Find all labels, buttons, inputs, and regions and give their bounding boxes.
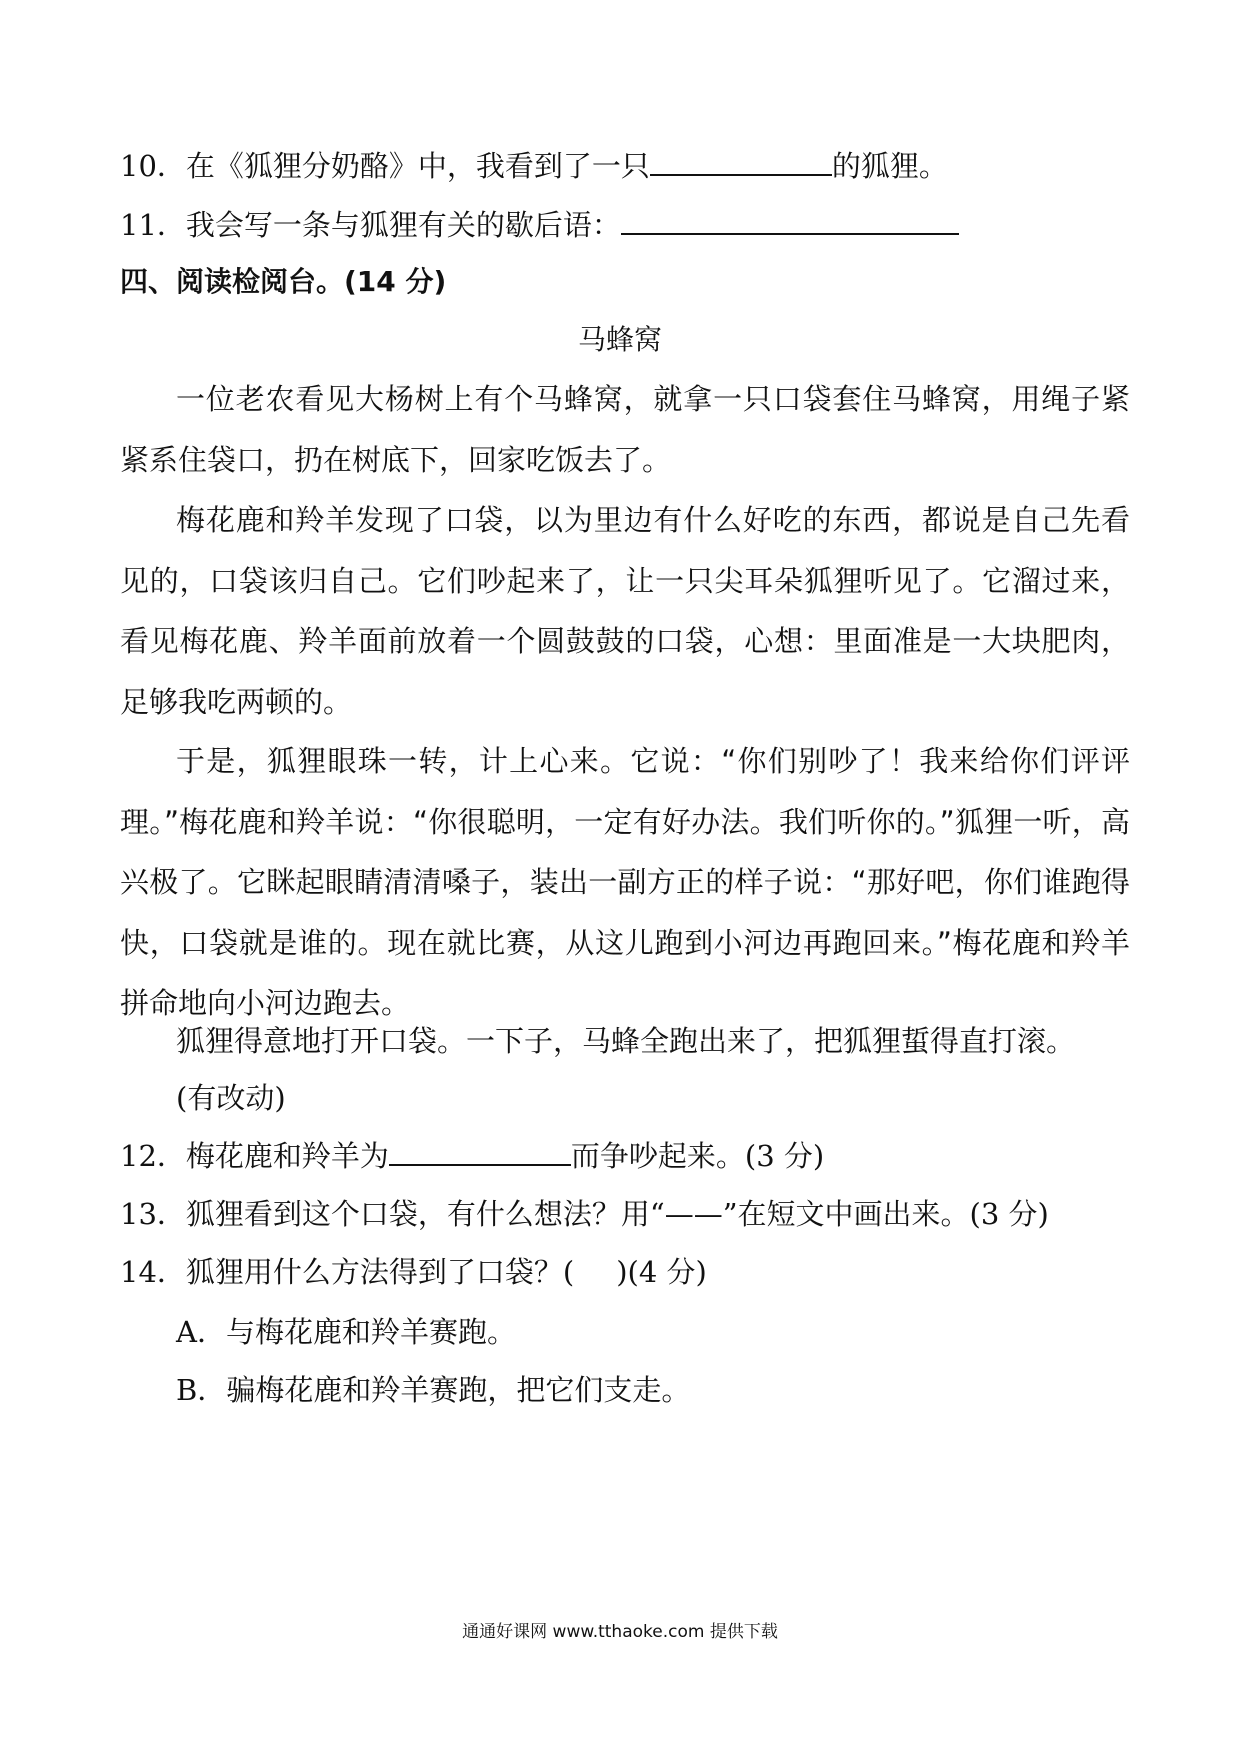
- question-text: 梅花鹿和羚羊为: [185, 1139, 389, 1173]
- question-text: 狐狸看到这个口袋，有什么想法？用“——”在短文中画出来。(3 分): [185, 1197, 1049, 1231]
- section-heading: 四、阅读检阅台。(14 分): [120, 265, 447, 298]
- option-letter: B．: [176, 1373, 227, 1407]
- passage-title: 马蜂窝: [577, 323, 662, 356]
- question-text-after: 而争吵起来。(3 分): [570, 1139, 825, 1173]
- question-12: [120, 1136, 824, 1176]
- question-text-after: 的狐狸。: [831, 149, 948, 183]
- question-10: [120, 146, 948, 186]
- question-number: 13．: [120, 1197, 186, 1231]
- question-text-after: )(4 分): [616, 1255, 707, 1289]
- answer-blank[interactable]: [650, 146, 832, 176]
- option-a: [176, 1312, 516, 1352]
- question-14: [120, 1252, 707, 1292]
- passage-paragraph-3: 于是，狐狸眼珠一转，计上心来。它说：“你们别吵了！我来给你们评评理。”梅花鹿和羚羊说：“你很聪明，一定有好办法。我们听你的。”狐狸一听，高兴极了。它眯起眼睛清清嗓子，装出一副方正的样子说：“那好吧，你们谁跑得快，口袋就是谁的。现在就比赛，从这儿跑到小河边再跑回来。”梅花鹿和羚羊拼命地向小河边跑去。: [120, 744, 1130, 1020]
- question-number: 14．: [120, 1255, 186, 1289]
- question-number: 10．: [120, 149, 186, 183]
- passage-paragraph-1: 一位老农看见大杨树上有个马蜂窝，就拿一只口袋套住马蜂窝，用绳子紧紧系住袋口，扔在树底下，回家吃饭去了。: [120, 382, 1130, 477]
- passage-paragraph-2: 梅花鹿和羚羊发现了口袋，以为里边有什么好吃的东西，都说是自己先看见的，口袋该归自己。它们吵起来了，让一只尖耳朵狐狸听见了。它溜过来，看见梅花鹿、羚羊面前放着一个圆鼓鼓的口袋，心想：里面准是一大块肥肉，足够我吃两顿的。: [120, 503, 1130, 719]
- question-text: 狐狸用什么方法得到了口袋？(: [185, 1255, 575, 1289]
- question-number: 12．: [120, 1139, 186, 1173]
- question-text: 在《狐狸分奶酪》中，我看到了一只: [185, 149, 650, 183]
- question-text: 我会写一条与狐狸有关的歇后语：: [185, 208, 621, 242]
- footer-source: 通通好课网 www.tthaoke.com 提供下载: [462, 1622, 778, 1642]
- option-b: [176, 1370, 690, 1410]
- question-13: [120, 1194, 1049, 1234]
- option-letter: A．: [176, 1315, 226, 1349]
- passage-paragraph-4: 狐狸得意地打开口袋。一下子，马蜂全跑出来了，把狐狸蜇得直打滚。: [176, 1024, 1076, 1058]
- question-number: 11．: [120, 208, 186, 242]
- source-note: (有改动): [176, 1081, 286, 1115]
- question-11: [120, 205, 959, 245]
- answer-blank[interactable]: [389, 1136, 571, 1166]
- answer-blank[interactable]: [621, 205, 959, 235]
- option-text: 骗梅花鹿和羚羊赛跑，把它们支走。: [226, 1373, 691, 1407]
- option-text: 与梅花鹿和羚羊赛跑。: [225, 1315, 516, 1349]
